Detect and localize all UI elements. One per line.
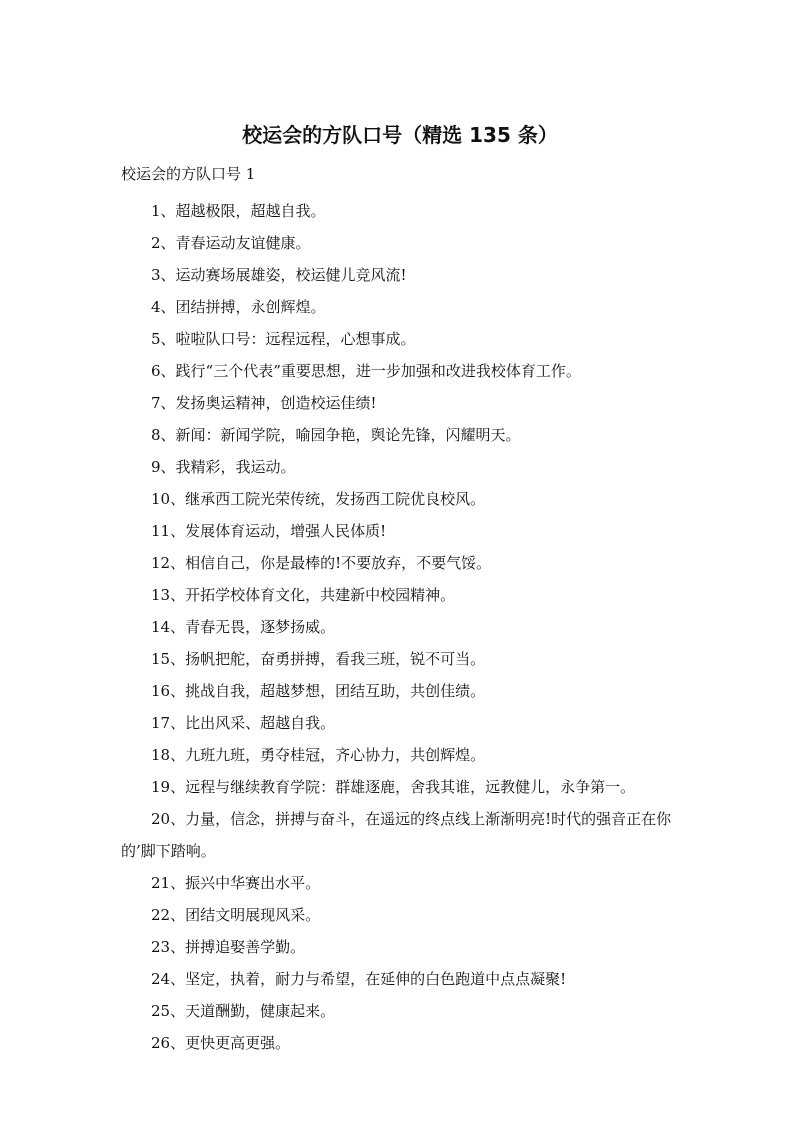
list-item: 23、拼搏追娶善学勤。 [151, 938, 306, 956]
list-item: 13、开拓学校体育文化，共建新中校园精神。 [151, 586, 456, 604]
list-item: 17、比出风采、超越自我。 [151, 714, 336, 732]
document-title: 校运会的方队口号（精选 135 条） [242, 123, 558, 147]
list-item: 2、青春运动友谊健康。 [151, 234, 311, 252]
list-item: 10、继承西工院光荣传统，发扬西工院优良校风。 [151, 490, 486, 508]
list-item: 25、天道酬勤，健康起来。 [151, 1002, 336, 1020]
list-item: 21、振兴中华赛出水平。 [151, 874, 321, 892]
list-item: 8、新闻：新闻学院，喻园争艳，舆论先锋，闪耀明天。 [151, 426, 521, 444]
list-item: 3、运动赛场展雄姿，校运健儿竞风流! [151, 266, 407, 284]
list-item: 7、发扬奥运精神，创造校运佳绩! [151, 394, 377, 412]
list-item: 6、践行“三个代表”重要思想，进一步加强和改进我校体育工作。 [151, 362, 581, 380]
list-item: 15、扬帆把舵，奋勇拼搏，看我三班，锐不可当。 [151, 650, 486, 668]
list-item: 22、团结文明展现风采。 [151, 906, 321, 924]
list-item: 1、超越极限，超越自我。 [151, 202, 326, 220]
list-item: 5、啦啦队口号：远程远程，心想事成。 [151, 330, 416, 348]
list-item: 14、青春无畏，逐梦扬威。 [151, 618, 336, 636]
list-item: 4、团结拼搏，永创辉煌。 [151, 298, 326, 316]
list-item: 9、我精彩，我运动。 [151, 458, 296, 476]
list-item: 12、相信自己，你是最棒的!不要放弃，不要气馁。 [151, 554, 492, 572]
list-item: 20、力量，信念，拼搏与奋斗，在遥远的终点线上渐渐明亮!时代的强音正在你的’脚下踏响。 [121, 810, 672, 860]
list-item: 26、更快更高更强。 [151, 1034, 291, 1052]
list-item: 19、远程与继续教育学院：群雄逐鹿，舍我其谁，远教健儿，永争第一。 [151, 778, 636, 796]
section-heading: 校运会的方队口号 1 [121, 165, 256, 183]
list-item: 24、坚定，执着，耐力与希望，在延伸的白色跑道中点点凝聚! [151, 970, 567, 988]
slogan-list [121, 195, 681, 1059]
list-item: 11、发展体育运动，增强人民体质! [151, 522, 387, 540]
list-item: 18、九班九班，勇夺桂冠，齐心协力，共创辉煌。 [151, 746, 486, 764]
list-item: 16、挑战自我，超越梦想，团结互助，共创佳绩。 [151, 682, 486, 700]
